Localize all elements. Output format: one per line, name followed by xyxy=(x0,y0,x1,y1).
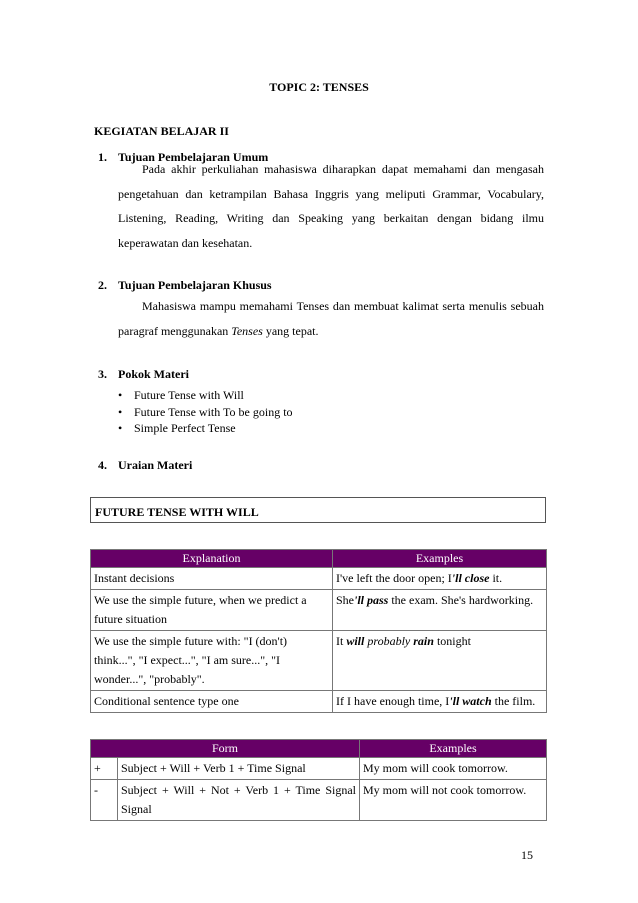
sign-cell: - xyxy=(91,780,118,821)
form-cell: Subject + Will + Not + Verb 1 + Time Signal Signal xyxy=(118,780,360,821)
table-row xyxy=(91,590,547,631)
example-text-run: If I have enough time, I xyxy=(336,694,450,708)
example-text-run: tonight xyxy=(433,634,471,648)
page-title: TOPIC 2: TENSES xyxy=(269,80,369,94)
section-3-title: Pokok Materi xyxy=(118,367,189,381)
example-text-run: rain xyxy=(413,634,434,648)
example-text-run: She xyxy=(336,593,354,607)
example-text-run: 'll close xyxy=(451,571,490,585)
example-cell xyxy=(333,631,547,691)
example-cell xyxy=(333,568,547,590)
section-4-number: 4. xyxy=(98,458,107,472)
table-row xyxy=(91,568,547,590)
example-cell xyxy=(333,691,547,713)
example-text-run: the exam. She's hardworking. xyxy=(388,593,534,607)
example-text-run: 'll watch xyxy=(449,694,492,708)
section-1-text: Pada akhir perkuliahan mahasiswa diharapkan dapat memahami dan mengasah pengetahuan dan ketrampilan Bahasa Inggris yang meliputi Grammar, Vocabulary, Listening, Reading, Writing dan Speaking yang berkaitan dengan bidang ilmu keperawatan dan kesehatan. xyxy=(118,162,544,250)
table-header-row xyxy=(91,740,547,758)
section-4-heading xyxy=(98,458,192,473)
section-2-text-italic: Tenses xyxy=(231,323,263,338)
future-tense-box-heading: FUTURE TENSE WITH WILL xyxy=(90,497,546,523)
column-header-examples: Examples xyxy=(360,740,547,758)
table-row xyxy=(91,780,547,821)
table-row xyxy=(91,691,547,713)
section-1-paragraph xyxy=(118,157,544,255)
page-number: 15 xyxy=(521,848,533,862)
section-2-title: Tujuan Pembelajaran Khusus xyxy=(118,278,272,292)
section-4-title: Uraian Materi xyxy=(118,458,193,472)
explanation-cell: We use the simple future with: "I (don't) think...", "I expect...", "I am sure...", "I wonder...", "probably". xyxy=(91,631,333,691)
section-2-text-a: Mahasiswa mampu memahami Tenses dan membuat kalimat serta menulis sebuah paragraf menggunakan xyxy=(118,299,544,338)
form-table xyxy=(90,739,547,821)
list-item: • Simple Perfect Tense xyxy=(114,420,514,437)
pokok-materi-list xyxy=(114,387,514,437)
list-item: • Future Tense with To be going to xyxy=(114,404,514,421)
section-1-number: 1. xyxy=(98,150,107,164)
example-text-run: I've left the door open; I xyxy=(336,571,452,585)
section-1-title: Tujuan Pembelajaran Umum xyxy=(118,150,269,164)
sign-cell: + xyxy=(91,758,118,780)
example-text-run: the film. xyxy=(491,694,536,708)
table-header-row xyxy=(91,550,547,568)
table-row xyxy=(91,758,547,780)
example-text-run: it. xyxy=(489,571,503,585)
explanation-cell: Conditional sentence type one xyxy=(91,691,333,713)
explanation-cell: Instant decisions xyxy=(91,568,333,590)
column-header-examples: Examples xyxy=(333,550,547,568)
column-header-explanation: Explanation xyxy=(91,550,333,568)
section-3-number: 3. xyxy=(98,367,107,381)
example-text-run: It xyxy=(336,634,347,648)
example-cell xyxy=(333,590,547,631)
section-2-number: 2. xyxy=(98,278,107,292)
section-2-text-b: yang tepat. xyxy=(262,323,319,338)
example-text-run: 'll pass xyxy=(354,593,389,607)
example-text-run: will xyxy=(346,634,365,648)
section-3-heading xyxy=(98,367,189,382)
example-cell: My mom will cook tomorrow. xyxy=(360,758,547,780)
example-text-run: probably xyxy=(367,634,411,648)
example-cell: My mom will not cook tomorrow. xyxy=(360,780,547,821)
section-2-heading xyxy=(98,278,272,293)
list-item: • Future Tense with Will xyxy=(114,387,514,404)
table-row xyxy=(91,631,547,691)
usage-table xyxy=(90,549,547,713)
form-cell: Subject + Will + Verb 1 + Time Signal xyxy=(118,758,360,780)
kegiatan-heading: KEGIATAN BELAJAR II xyxy=(94,124,229,138)
explanation-cell: We use the simple future, when we predict a future situation xyxy=(91,590,333,631)
column-header-form: Form xyxy=(91,740,360,758)
section-2-paragraph xyxy=(118,294,544,343)
